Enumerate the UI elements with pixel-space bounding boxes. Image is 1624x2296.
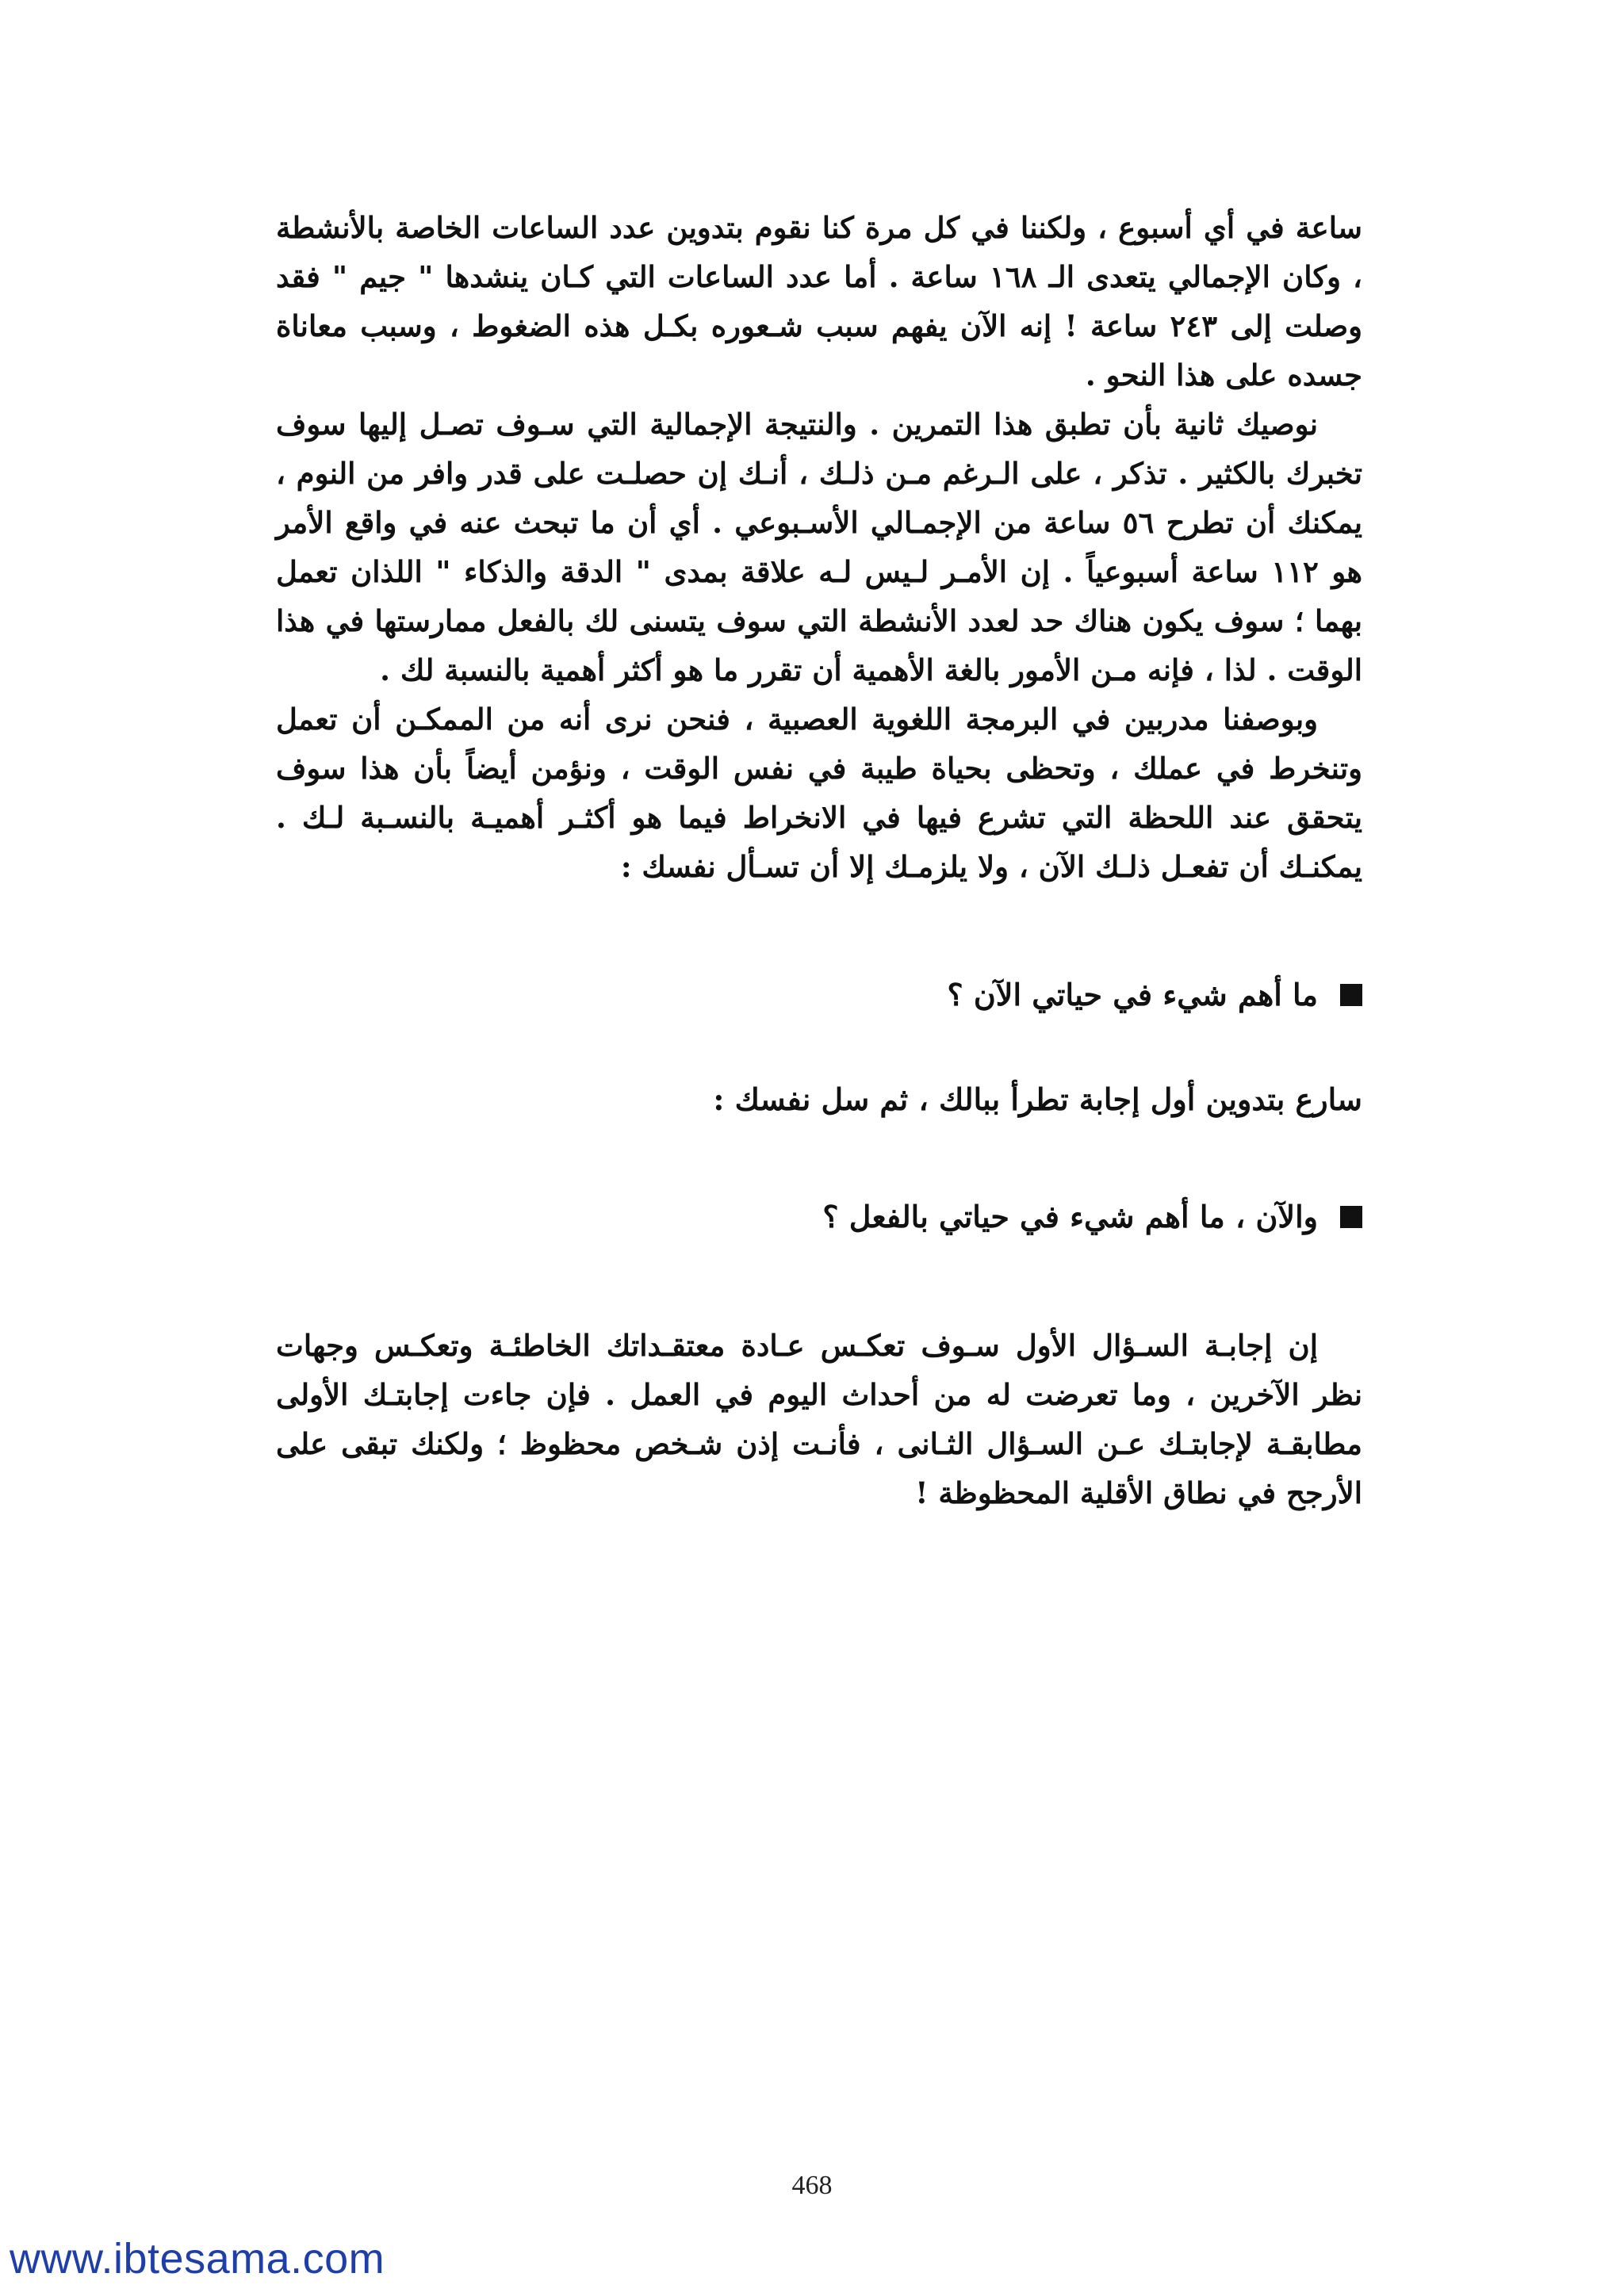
paragraph-3: وبوصفنا مدربين في البرمجة اللغوية العصبية ، فنحن نرى أنه من الممكـن أن تعمل وتنخرط في عملك ، وتحظى بحياة طيبة في نفس الوقت ، ونؤمن أيضاً بأن هذا سوف يتحقق عند اللحظة التي تشرع فيها في الانخراط فيما هو أكثـر أهميـة بالنسـبة لـك . يمكنـك أن تفعـل ذلـك الآن ، ولا يلزمـك إلا أن تسـأل نفسك : — [276, 702, 1362, 884]
question-1-text: ما أهم شيء في حياتي الآن ؟ — [947, 977, 1318, 1012]
page-body — [276, 203, 1362, 1517]
paragraph-1: ساعة في أي أسبوع ، ولكننا في كل مرة كنا نقوم بتدوين عدد الساعات الخاصة بالأنشطة ، وكان الإجمالي يتعدى الـ ١٦٨ ساعة . أما عدد الساعات التي كـان ينشدها " جيم " فقد وصلت إلى ٢٤٣ ساعة ! إنه الآن يفهم سبب شـعوره بكـل هذه الضغوط ، وسبب معاناة جسده على هذا النحو . — [276, 210, 1363, 392]
question-2-text: والآن ، ما أهم شيء في حياتي بالفعل ؟ — [822, 1199, 1318, 1234]
paragraph-4: إن إجابـة السـؤال الأول سـوف تعكـس عـادة معتقـداتك الخاطئـة وتعكـس وجهات نظر الآخرين ، وما تعرضت له من أحداث اليوم في العمل . فإن جاءت إجابتـك الأولى مطابقـة لإجابتـك عـن السـؤال الثـانى ، فأنـت إذن شـخص محظوظ ؛ ولكنك تبقى على الأرجح في نطاق الأقلية المحظوظة ! — [276, 1328, 1362, 1510]
question-1 — [276, 970, 1362, 1020]
paragraph-2: نوصيك ثانية بأن تطبق هذا التمرين . والنتيجة الإجمالية التي سـوف تصـل إليها سوف تخبرك بالكثير . تذكر ، على الـرغم مـن ذلـك ، أنـك إن حصلـت على قدر وافر من النوم ، يمكنك أن تطرح ٥٦ ساعة من الإجمـالي الأسـبوعي . أي أن ما تبحث عنه في واقع الأمر هو ١١٢ ساعة أسبوعياً . إن الأمـر لـيس لـه علاقة بمدى " الدقة والذكاء " اللذان تعمل بهما ؛ سوف يكون هناك حد لعدد الأنشطة التي سوف يتسنى لك بالفعل ممارستها في هذا الوقت . لذا ، فإنه مـن الأمور بالغة الأهمية أن تقرر ما هو أكثر أهمية بالنسبة لك . — [276, 407, 1363, 687]
page-number: 468 — [791, 2171, 833, 2200]
instruction-line: سارع بتدوين أول إجابة تطرأ ببالك ، ثم سل نفسك : — [713, 1081, 1362, 1117]
question-2 — [276, 1192, 1362, 1242]
watermark-url: www.ibtesama.com — [10, 2235, 385, 2283]
square-bullet-icon — [1340, 984, 1362, 1006]
square-bullet-icon — [1340, 1206, 1362, 1228]
